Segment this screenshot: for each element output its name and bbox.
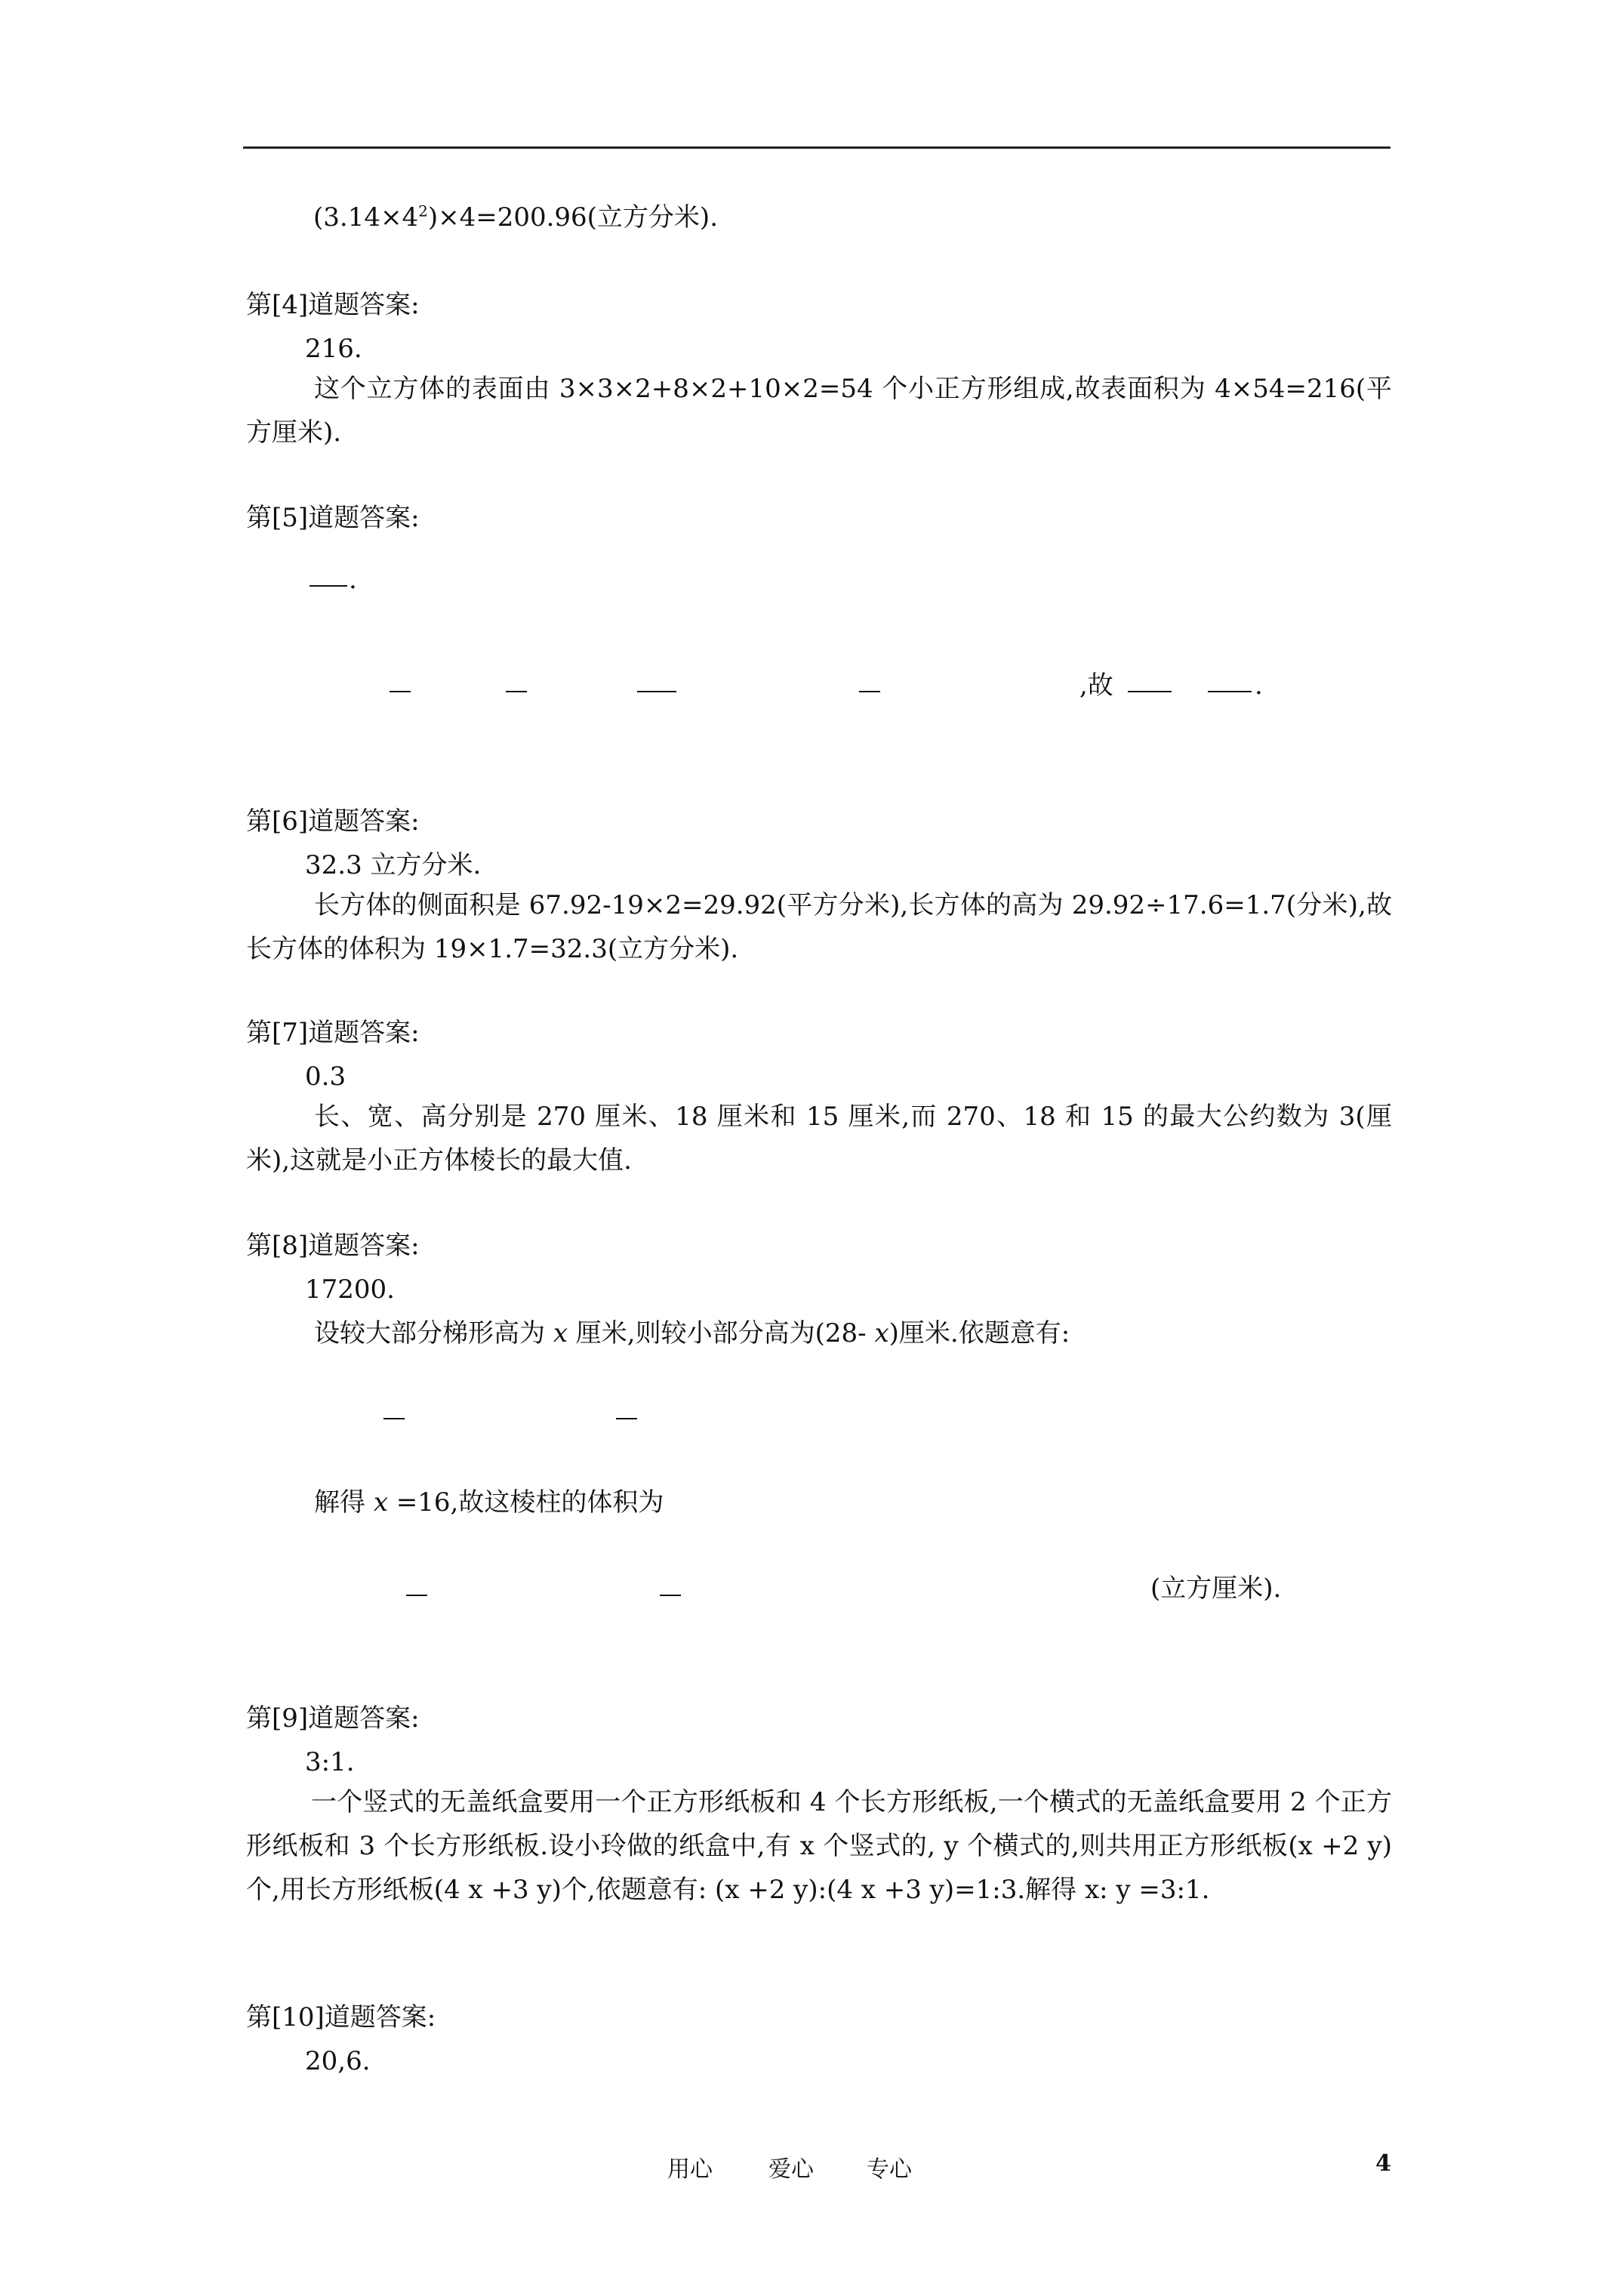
page-number: 4 — [1375, 2150, 1391, 2177]
fraction-bar — [390, 691, 411, 692]
fraction-bar — [383, 1418, 405, 1419]
fraction-bar — [310, 585, 347, 587]
q10-heading: 第[10]道题答案: — [246, 2002, 436, 2032]
continuation-line: $(3.14\times 4^2)\times 4=200.96$(立方分米). — [313, 202, 719, 233]
fraction-bar — [1208, 691, 1252, 692]
q4-explanation: 这个立方体的表面由 3×3×2+8×2+10×2=54 个小正方形组成,故表面积为 4×54=216(平方厘米). — [246, 374, 1392, 448]
q7-answer: 0.3 — [305, 1062, 346, 1092]
footer-left: 用心 — [667, 2156, 713, 2183]
q7-explanation: 长、宽、高分别是 270 厘米、18 厘米和 15 厘米,而 270、18 和 15 的最大公约数为 3(厘米),这就是小正方体棱长的最大值. — [246, 1102, 1392, 1176]
fraction-bar — [1128, 691, 1172, 692]
fraction-bar — [616, 1418, 637, 1419]
q6-explanation: 长方体的侧面积是 67.92-19×2=29.92(平方分米),长方体的高为 29.92÷17.6=1.7(分米),故长方体的体积为 19×1.7=32.3(立方分米). — [246, 890, 1392, 964]
q8-solution: 解得 x =16,故这棱柱的体积为 — [314, 1487, 664, 1518]
q5-dot-1: . — [349, 565, 357, 595]
q9-answer: 3:1. — [305, 1747, 355, 1777]
fraction-bar — [506, 691, 527, 692]
q6-answer: 32.3 立方分米. — [305, 850, 482, 880]
fraction-bar — [406, 1595, 427, 1596]
q5-dot-2: . — [1255, 670, 1263, 701]
q6-heading: 第[6]道题答案: — [246, 806, 420, 837]
fraction-bar — [660, 1595, 681, 1596]
header-rule — [243, 146, 1390, 149]
q4-heading: 第[4]道题答案: — [246, 290, 420, 320]
q8-unit: (立方厘米). — [1150, 1573, 1282, 1604]
fraction-bar — [859, 691, 880, 692]
footer-middle: 爱心 — [768, 2156, 814, 2183]
q9-heading: 第[9]道题答案: — [246, 1703, 420, 1734]
q8-heading: 第[8]道题答案: — [246, 1231, 420, 1261]
q9-explanation: 一个竖式的无盖纸盒要用一个正方形纸板和 4 个长方形纸板,一个横式的无盖纸盒要用 2 个正方形纸板和 3 个长方形纸板.设小玲做的纸盒中,有 x 个竖式的, y 个横式的,则共用正方形纸板(x +2 y)个,用长方形纸板(4 x +3 y)个,依题意有: (x +2 y):(4 x +3 y)=1:3.解得 x: y =3:1. — [246, 1787, 1392, 1905]
q10-answer: 20,6. — [305, 2046, 371, 2076]
q4-answer: 216. — [305, 334, 362, 364]
q7-heading: 第[7]道题答案: — [246, 1018, 420, 1048]
q5-conclusion: ,故 — [1079, 670, 1113, 701]
footer-right: 专心 — [867, 2156, 912, 2183]
q8-setup: 设较大部分梯形高为 x 厘米,则较小部分高为(28- x)厘米.依题意有: — [314, 1318, 1070, 1348]
q5-heading: 第[5]道题答案: — [246, 503, 420, 533]
fraction-bar — [637, 691, 676, 692]
q8-answer: 17200. — [305, 1274, 395, 1305]
